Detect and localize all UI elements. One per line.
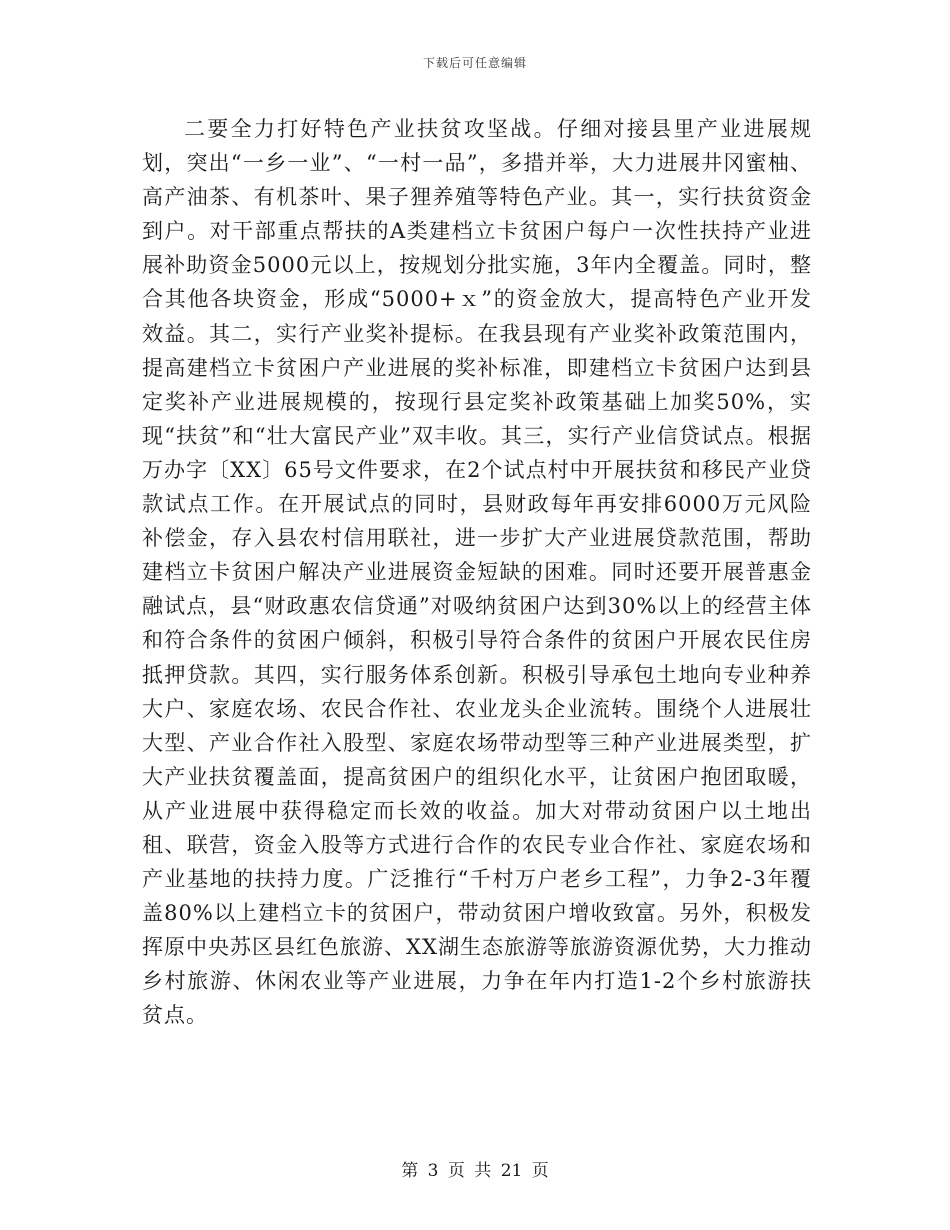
page-number: 第 3 页 共 21 页 xyxy=(401,1161,549,1181)
header-note: 下载后可任意编辑 xyxy=(422,56,527,70)
body-paragraph: 二要全力打好特色产业扶贫攻坚战。仔细对接县里产业进展规划，突出“一乡一业”、“一村一品”，多措并举，大力进展井冈蜜柚、高产油茶、有机茶叶、果子狸养殖等特色产业。其一，实行扶贫资金到户。对干部重点帮扶的A类建档立卡贫困户每户一次性扶持产业进展补助资金5000元以上，按规划分批实施，3年内全覆盖。同时，整合其他各块资金，形成“5000+ｘ”的资金放大，提高特色产业开发效益。其二，实行产业奖补提标。在我县现有产业奖补政策范围内，提高建档立卡贫困户产业进展的奖补标准，即建档立卡贫困户达到县定奖补产业进展规模的，按现行县定奖补政策基础上加奖50%，实现“扶贫”和“壮大富民产业”双丰收。其三，实行产业信贷试点。根据万办字〔XX〕65号文件要求，在2个试点村中开展扶贫和移民产业贷款试点工作。在开展试点的同时，县财政每年再安排6000万元风险补偿金，存入县农村信用联社，进一步扩大产业进展贷款范围，帮助建档立卡贫困户解决产业进展资金短缺的困难。同时还要开展普惠金融试点，县“财政惠农信贷通”对吸纳贫困户达到30%以上的经营主体和符合条件的贫困户倾斜，积极引导符合条件的贫困户开展农民住房抵押贷款。其四，实行服务体系创新。积极引导承包土地向专业种养大户、家庭农场、农民合作社、农业龙头企业流转。围绕个人进展壮大型、产业合作社入股型、家庭农场带动型等三种产业进展类型，扩大产业扶贫覆盖面，提高贫困户的组织化水平，让贫困户抱团取暖，从产业进展中获得稳定而长效的收益。加大对带动贫困户以土地出租、联营，资金入股等方式进行合作的农民专业合作社、家庭农场和产业基地的扶持力度。广泛推行“千村万户老乡工程”，力争2-3年覆盖80%以上建档立卡的贫困户，带动贫困户增收致富。另外，积极发挥原中央苏区县红色旅游、XX湖生态旅游等旅游资源优势，大力推动乡村旅游、休闲农业等产业进展，力争在年内打造1-2个乡村旅游扶贫点。 xyxy=(142,117,812,1028)
